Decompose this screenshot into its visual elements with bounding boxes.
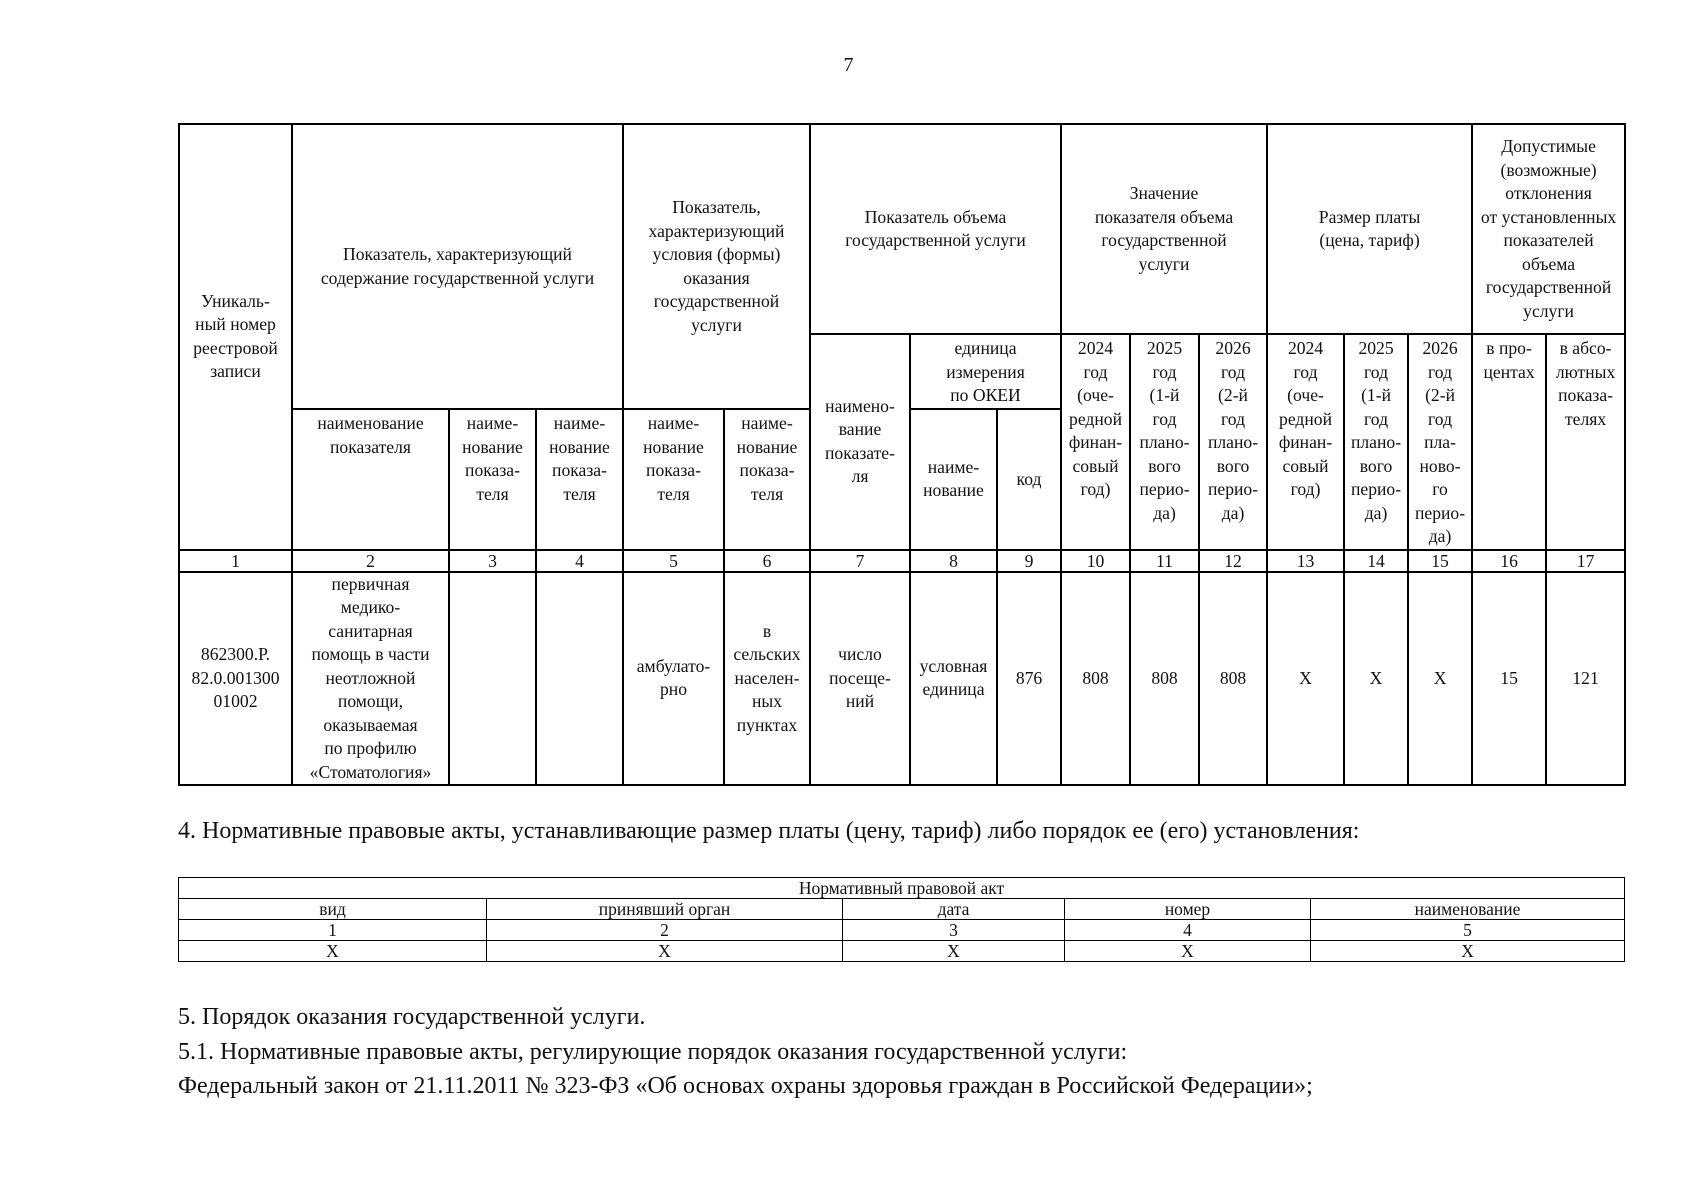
- legal-acts-table: [178, 877, 1625, 962]
- column-number: 10: [1061, 550, 1130, 572]
- legal-acts-column-type: вид: [179, 899, 487, 920]
- column-number: 6: [724, 550, 810, 572]
- header-year-2024-value: 2024 год (оче- редной финан- совый год): [1061, 334, 1130, 550]
- column-number: 15: [1408, 550, 1472, 572]
- section-5-1-title: 5.1. Нормативные правовые акты, регулирующие порядок оказания государственной услуги:: [178, 1039, 1128, 1065]
- header-percent: в про- центах: [1472, 334, 1546, 550]
- legal-acts-cell: Х: [1311, 941, 1625, 962]
- column-number: 5: [1311, 920, 1625, 941]
- cell-condition-place: в сельских населен- ных пунктах: [724, 572, 810, 786]
- cell-content-indicator: первичная медико- санитарная помощь в части неотложной помощи, оказываемая по профилю «Стоматология»: [292, 572, 449, 786]
- column-number: 11: [1130, 550, 1199, 572]
- cell-condition-form: амбулато- рно: [623, 572, 724, 786]
- header-unique-number: Уникаль- ный номер реестровой записи: [179, 124, 292, 550]
- cell-okei-name: условная единица: [910, 572, 997, 786]
- legal-acts-column-body: принявший орган: [487, 899, 843, 920]
- cell-deviation-absolute: 121: [1546, 572, 1625, 786]
- column-number: 1: [179, 920, 487, 941]
- legal-acts-column-name: наименование: [1311, 899, 1625, 920]
- cell-volume-name: число посеще- ний: [810, 572, 910, 786]
- cell-fee-2024: Х: [1267, 572, 1344, 786]
- cell-value-2026: 808: [1199, 572, 1267, 786]
- header-year-2025-fee: 2025 год (1-й год плано- вого перио- да): [1344, 334, 1408, 550]
- column-number: 16: [1472, 550, 1546, 572]
- header-volume-name: наимено- вание показате- ля: [810, 334, 910, 550]
- column-number: 4: [536, 550, 623, 572]
- header-deviations: Допустимые (возможные) отклонения от установленных показателей объема государственной услуги: [1472, 124, 1625, 334]
- cell-okei-code: 876: [997, 572, 1061, 786]
- legal-acts-column-number: номер: [1065, 899, 1311, 920]
- table-row: [179, 941, 1625, 962]
- header-volume-indicator: Показатель объема государственной услуги: [810, 124, 1061, 334]
- cell-value-2025: 808: [1130, 572, 1199, 786]
- header-indicator-name-5: наиме- нование показа- теля: [623, 409, 724, 549]
- cell-fee-2026: Х: [1408, 572, 1472, 786]
- column-number: 9: [997, 550, 1061, 572]
- header-okei-name: наиме- нование: [910, 409, 997, 549]
- column-number: 8: [910, 550, 997, 572]
- header-year-2024-fee: 2024 год (оче- редной финан- совый год): [1267, 334, 1344, 550]
- column-number: 4: [1065, 920, 1311, 941]
- legal-acts-column-date: дата: [843, 899, 1065, 920]
- service-volume-table: [178, 123, 1626, 786]
- column-number: 14: [1344, 550, 1408, 572]
- cell-indicator-3: [449, 572, 536, 786]
- column-number: 2: [487, 920, 843, 941]
- header-indicator-name-2: наименование показателя: [292, 409, 449, 549]
- legal-acts-cell: Х: [1065, 941, 1311, 962]
- table-row: [179, 572, 1625, 786]
- header-okei-unit: единица измерения по ОКЕИ: [910, 334, 1061, 409]
- column-number: 7: [810, 550, 910, 572]
- header-indicator-name-6: наиме- нование показа- теля: [724, 409, 810, 549]
- header-indicator-name-4: наиме- нование показа- теля: [536, 409, 623, 549]
- header-volume-value: Значение показателя объема государственной услуги: [1061, 124, 1267, 334]
- cell-deviation-percent: 15: [1472, 572, 1546, 786]
- header-okei-code: код: [997, 409, 1061, 549]
- header-absolute: в абсо- лютных показа- телях: [1546, 334, 1625, 550]
- header-year-2026-value: 2026 год (2-й год плано- вого перио- да): [1199, 334, 1267, 550]
- header-fee-size: Размер платы (цена, тариф): [1267, 124, 1472, 334]
- legal-acts-header: Нормативный правовой акт: [179, 878, 1625, 899]
- legal-acts-cell: Х: [487, 941, 843, 962]
- column-number: 1: [179, 550, 292, 572]
- federal-law-reference: Федеральный закон от 21.11.2011 № 323-ФЗ «Об основах охраны здоровья граждан в Российской Федерации»;: [178, 1073, 1313, 1099]
- column-number: 17: [1546, 550, 1625, 572]
- cell-indicator-4: [536, 572, 623, 786]
- legal-acts-cell: Х: [179, 941, 487, 962]
- header-year-2026-fee: 2026 год (2-й год пла- ново- го перио- да): [1408, 334, 1472, 550]
- column-number: 5: [623, 550, 724, 572]
- column-number: 3: [449, 550, 536, 572]
- header-content-indicator: Показатель, характеризующий содержание государственной услуги: [292, 124, 623, 409]
- section-5-title: 5. Порядок оказания государственной услуги.: [178, 1004, 646, 1030]
- column-number: 12: [1199, 550, 1267, 572]
- header-condition-indicator: Показатель, характеризующий условия (формы) оказания государственной услуги: [623, 124, 810, 409]
- header-indicator-name-3: наиме- нование показа- теля: [449, 409, 536, 549]
- column-number: 2: [292, 550, 449, 572]
- column-number: 3: [843, 920, 1065, 941]
- header-year-2025-value: 2025 год (1-й год плано- вого перио- да): [1130, 334, 1199, 550]
- page-number: 7: [843, 54, 854, 76]
- cell-fee-2025: Х: [1344, 572, 1408, 786]
- legal-acts-cell: Х: [843, 941, 1065, 962]
- cell-value-2024: 808: [1061, 572, 1130, 786]
- section-4-title: 4. Нормативные правовые акты, устанавливающие размер платы (цену, тариф) либо порядок ее (его) установления:: [178, 818, 1360, 844]
- column-numbers-row: [179, 550, 1625, 572]
- column-number: 13: [1267, 550, 1344, 572]
- cell-registry-number: 862300.Р. 82.0.001300 01002: [179, 572, 292, 786]
